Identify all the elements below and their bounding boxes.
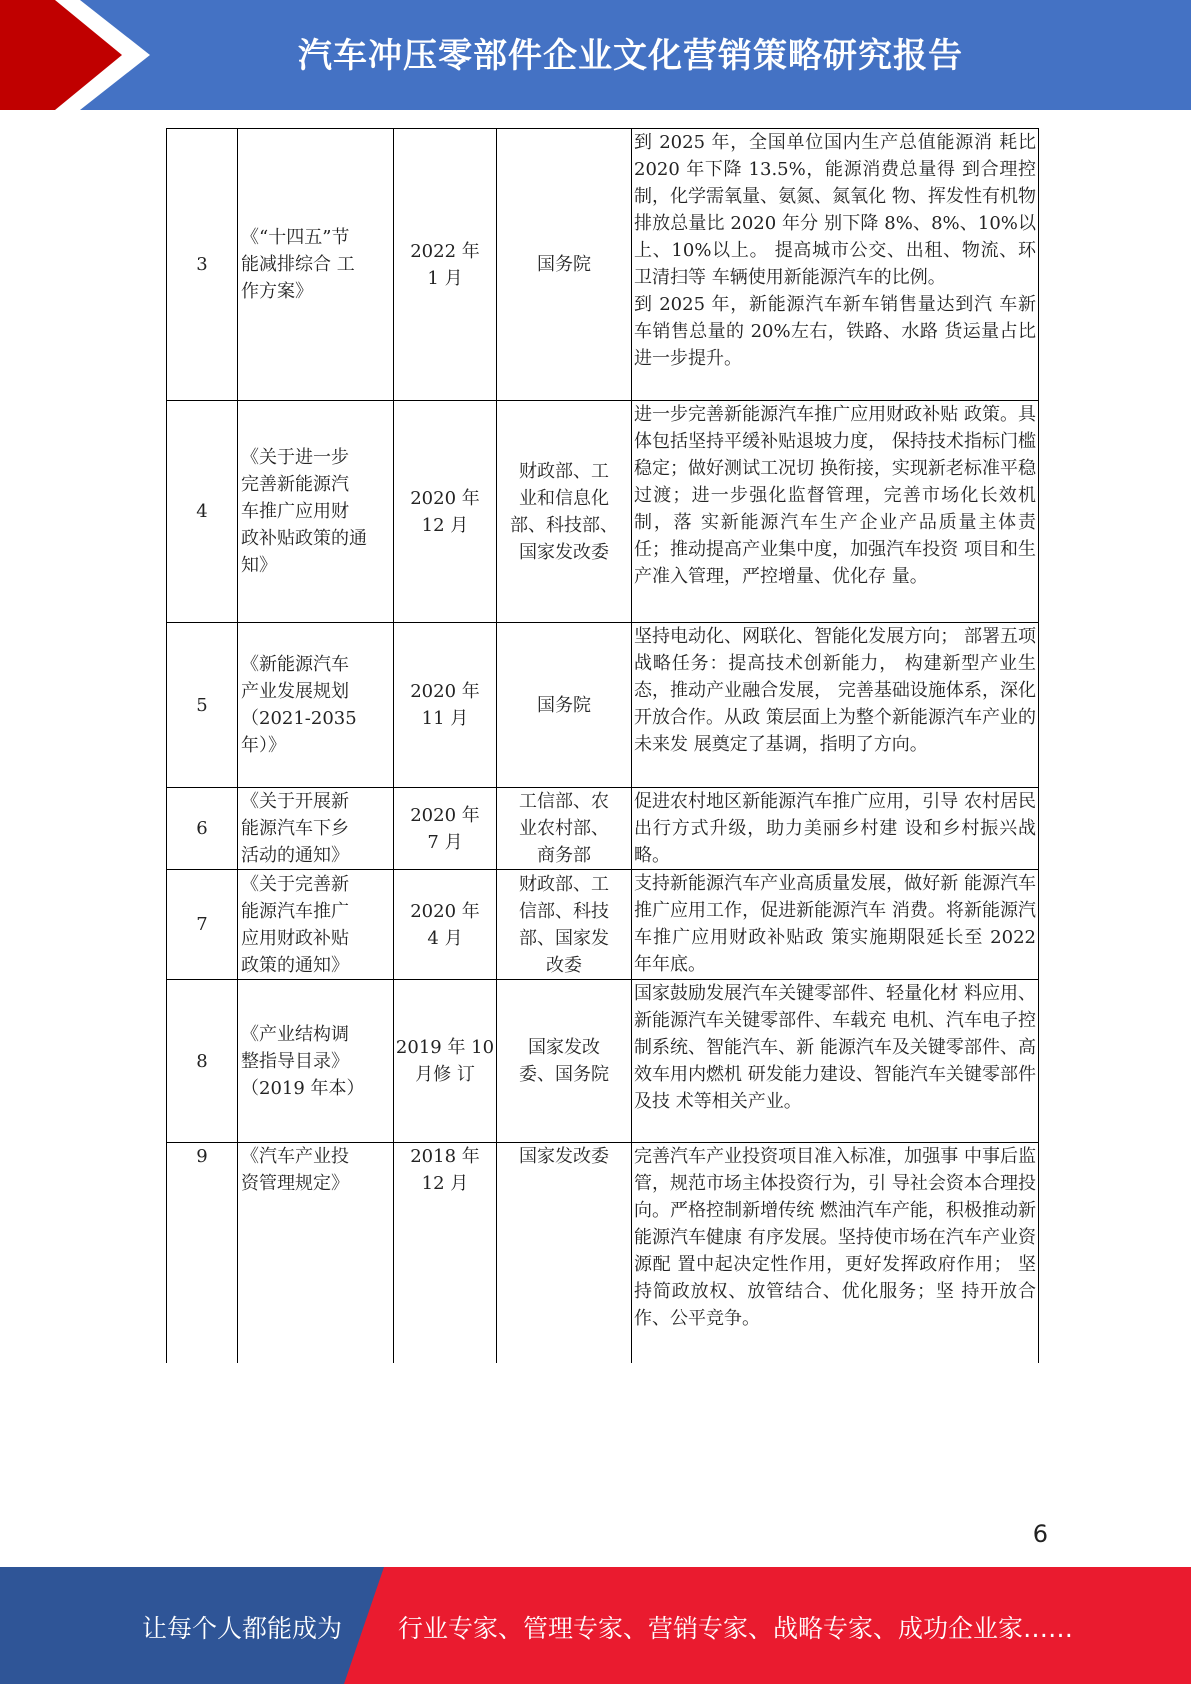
issuing-department-cell <box>497 129 632 401</box>
policy-name-cell-line: （2019 年本） <box>241 1077 365 1099</box>
release-date-cell <box>394 401 497 623</box>
release-date-cell-line: 2020 年 <box>410 900 480 922</box>
table-row <box>167 870 1039 980</box>
issuing-department-cell-line: 业农村部、 <box>519 818 609 839</box>
policy-content-paragraph: 国家鼓励发展汽车关键零部件、轻量化材 料应用、新能源汽车关键零部件、车载充 电机、汽车电子控制系统、智能汽车、新 能源汽车及关键零部件、高效车用内燃机 研发能力建设、智能汽车关键零部件及技 术等相关产业。 <box>634 983 1036 1112</box>
policy-name-cell-line: 《关于进一步 <box>241 447 349 468</box>
policy-name-cell-line: 《关于开展新 <box>241 791 349 812</box>
policy-name-cell <box>238 788 394 870</box>
release-date-cell-line: 2018 年 <box>410 1146 480 1167</box>
policy-name-cell <box>238 623 394 788</box>
policy-name-cell-line: 《关于完善新 <box>241 873 349 895</box>
release-date-cell <box>394 788 497 870</box>
issuing-department-cell-line: 国务院 <box>537 694 591 716</box>
release-date-cell-line: 2020 年 <box>410 804 480 826</box>
table-row <box>167 788 1039 870</box>
release-date-cell-line: 12 月 <box>421 514 469 536</box>
policy-name-cell-line: 年）》 <box>241 735 286 756</box>
policy-content-cell <box>632 980 1039 1143</box>
table-row <box>167 980 1039 1143</box>
policy-name-cell-line: 完善新能源汽 <box>241 474 349 495</box>
policy-name-cell-line: 政策的通知》 <box>241 954 349 976</box>
row-number-cell <box>167 1143 238 1363</box>
policy-content-paragraph: 到 2025 年，全国单位国内生产总值能源消 耗比 2020 年下降 13.5%，能源消费总量得 到合理控制，化学需氧量、氨氮、氮氧化 物、挥发性有机物排放总量比 2020 年分 别下降 8%、8%、10%以上、10%以上。 提高城市公交、出租、物流、环卫清扫等 车辆使用新能源汽车的比例。 <box>634 132 1036 288</box>
policy-name-cell-line: 《新能源汽车 <box>241 654 349 675</box>
release-date-cell-line: 11 月 <box>421 708 469 729</box>
issuing-department-cell <box>497 870 632 980</box>
row-number-cell <box>167 788 238 870</box>
release-date-cell-line: 1 月 <box>427 267 463 289</box>
issuing-department-cell-line: 信部、科技 <box>519 900 609 922</box>
policy-name-cell-line: 知》 <box>241 555 277 576</box>
header-chevron-red <box>0 0 122 110</box>
policy-content-paragraph: 到 2025 年，新能源汽车新车销售量达到汽 车新车销售总量的 20%左右，铁路、水路 货运量占比进一步提升。 <box>634 294 1036 369</box>
release-date-cell-line: 12 月 <box>421 1173 469 1194</box>
policy-name-cell-line: 作方案》 <box>241 281 313 302</box>
policy-content-cell <box>632 870 1039 980</box>
release-date-cell <box>394 129 497 401</box>
row-number: 6 <box>196 818 208 839</box>
release-date-cell-line: 2022 年 <box>410 240 480 262</box>
issuing-department-cell <box>497 980 632 1143</box>
policy-name-cell-line: 车推广应用财 <box>241 501 349 522</box>
row-number-cell <box>167 870 238 980</box>
policy-name-cell-line: 应用财政补贴 <box>241 927 349 949</box>
policy-name-cell-line: 产业发展规划 <box>241 681 349 702</box>
policy-name-cell-line: 政补贴政策的通 <box>241 528 367 549</box>
release-date-cell-line: 7 月 <box>427 831 463 853</box>
policy-name-cell <box>238 129 394 401</box>
issuing-department-cell-line: 商务部 <box>537 845 591 866</box>
issuing-department-cell <box>497 623 632 788</box>
row-number: 9 <box>196 1146 208 1167</box>
issuing-department-cell-line: 部、科技部、 <box>510 514 618 536</box>
policy-name-cell <box>238 1143 394 1363</box>
policy-name-cell-line: 活动的通知》 <box>241 845 349 866</box>
release-date-cell-line: 2020 年 <box>410 487 480 509</box>
table-row <box>167 1143 1039 1363</box>
release-date-cell-line: 2020 年 <box>410 681 480 702</box>
policy-name-cell-line: 能减排综合 工 <box>241 254 355 275</box>
issuing-department-cell-line: 业和信息化 <box>519 487 609 509</box>
policy-content-paragraph: 坚持电动化、网联化、智能化发展方向； 部署五项战略任务：提高技术创新能力， 构建新型产业生态，推动产业融合发展， 完善基础设施体系，深化开放合作。从政 策层面上为整个新能源汽车产业的未来发 展奠定了基调，指明了方向。 <box>634 626 1036 755</box>
policy-content-cell <box>632 1143 1039 1363</box>
row-number: 7 <box>196 914 208 935</box>
release-date-cell <box>394 870 497 980</box>
issuing-department-cell <box>497 1143 632 1363</box>
table-row <box>167 623 1039 788</box>
issuing-department-cell <box>497 788 632 870</box>
release-date-cell-line: 4 月 <box>427 927 463 949</box>
policy-content-cell <box>632 788 1039 870</box>
policy-name-cell <box>238 401 394 623</box>
policy-content-paragraph: 完善汽车产业投资项目准入标准，加强事 中事后监管，规范市场主体投资行为，引 导社会资本合理投向。严格控制新增传统 燃油汽车产能，积极推动新能源汽车健康 有序发展。坚持使市场在汽车产业资源配 置中起决定性作用，更好发挥政府作用； 坚持简政放权、放管结合、优化服务；坚 持开放合作、公平竞争。 <box>634 1146 1036 1329</box>
policy-content-paragraph: 进一步完善新能源汽车推广应用财政补贴 政策。具体包括坚持平缓补贴退坡力度， 保持技术指标门槛稳定；做好测试工况切 换衔接，实现新老标准平稳过渡；进一步强化监督管理，完善市场化长效机制，落 实新能源汽车生产企业产品质量主体责 任；推动提高产业集中度，加强汽车投资 项目和生产准入管理，严控增量、优化存 量。 <box>634 404 1036 587</box>
issuing-department-cell-line: 委、国务院 <box>519 1064 609 1085</box>
policy-name-cell-line: 能源汽车下乡 <box>241 818 349 839</box>
page-header <box>0 0 1191 110</box>
policy-name-cell-line: 资管理规定》 <box>241 1173 349 1194</box>
release-date-cell-line: 2019 年 10 <box>395 1037 495 1058</box>
row-number-cell <box>167 623 238 788</box>
footer-slogan-left: 让每个人都能成为 <box>142 1614 343 1643</box>
row-number-cell <box>167 401 238 623</box>
policy-content-paragraph: 支持新能源汽车产业高质量发展，做好新 能源汽车推广应用工作，促进新能源汽车 消费。将新能源汽车推广应用财政补贴政 策实施期限延长至 2022 年年底。 <box>634 873 1036 975</box>
table-row <box>167 129 1039 401</box>
release-date-cell <box>394 623 497 788</box>
row-number: 5 <box>196 694 208 716</box>
policy-name-cell-line: 《汽车产业投 <box>241 1146 349 1167</box>
issuing-department-cell-line: 改委 <box>546 954 582 976</box>
policy-content-cell <box>632 401 1039 623</box>
row-number: 8 <box>196 1050 208 1072</box>
release-date-cell <box>394 1143 497 1363</box>
issuing-department-cell <box>497 401 632 623</box>
issuing-department-cell-line: 国务院 <box>537 254 591 275</box>
row-number: 3 <box>196 254 208 275</box>
policy-name-cell <box>238 870 394 980</box>
page-title: 汽车冲压零部件企业文化营销策略研究报告 <box>298 36 963 76</box>
issuing-department-cell-line: 国家发改委 <box>519 541 609 563</box>
issuing-department-cell-line: 国家发改委 <box>519 1146 609 1167</box>
page-number: 6 <box>1032 1520 1048 1548</box>
policy-content-cell <box>632 623 1039 788</box>
policy-name-cell <box>238 980 394 1143</box>
policy-name-cell-line: 能源汽车推广 <box>241 900 349 922</box>
footer-slogan-right: 行业专家、管理专家、营销专家、战略专家、成功企业家…… <box>398 1614 1074 1643</box>
page-footer <box>0 1567 1191 1684</box>
issuing-department-cell-line: 财政部、工 <box>519 873 609 895</box>
release-date-cell-line: 月修 订 <box>415 1064 475 1085</box>
policy-name-cell-line: （2021-2035 <box>241 708 357 729</box>
row-number-cell <box>167 980 238 1143</box>
row-number: 4 <box>196 501 208 522</box>
policy-name-cell-line: 《产业结构调 <box>241 1023 349 1045</box>
issuing-department-cell-line: 部、国家发 <box>519 927 609 949</box>
policy-table <box>166 128 1039 1363</box>
issuing-department-cell-line: 国家发改 <box>528 1037 600 1058</box>
issuing-department-cell-line: 财政部、工 <box>519 460 609 482</box>
row-number-cell <box>167 129 238 401</box>
policy-name-cell-line: 《“十四五”节 <box>241 227 350 248</box>
policy-content-paragraph: 促进农村地区新能源汽车推广应用，引导 农村居民出行方式升级，助力美丽乡村建 设和乡村振兴战略。 <box>634 791 1036 866</box>
issuing-department-cell-line: 工信部、农 <box>519 791 609 812</box>
table-row <box>167 401 1039 623</box>
policy-name-cell-line: 整指导目录》 <box>241 1050 349 1072</box>
policy-content-cell <box>632 129 1039 401</box>
release-date-cell <box>394 980 497 1143</box>
